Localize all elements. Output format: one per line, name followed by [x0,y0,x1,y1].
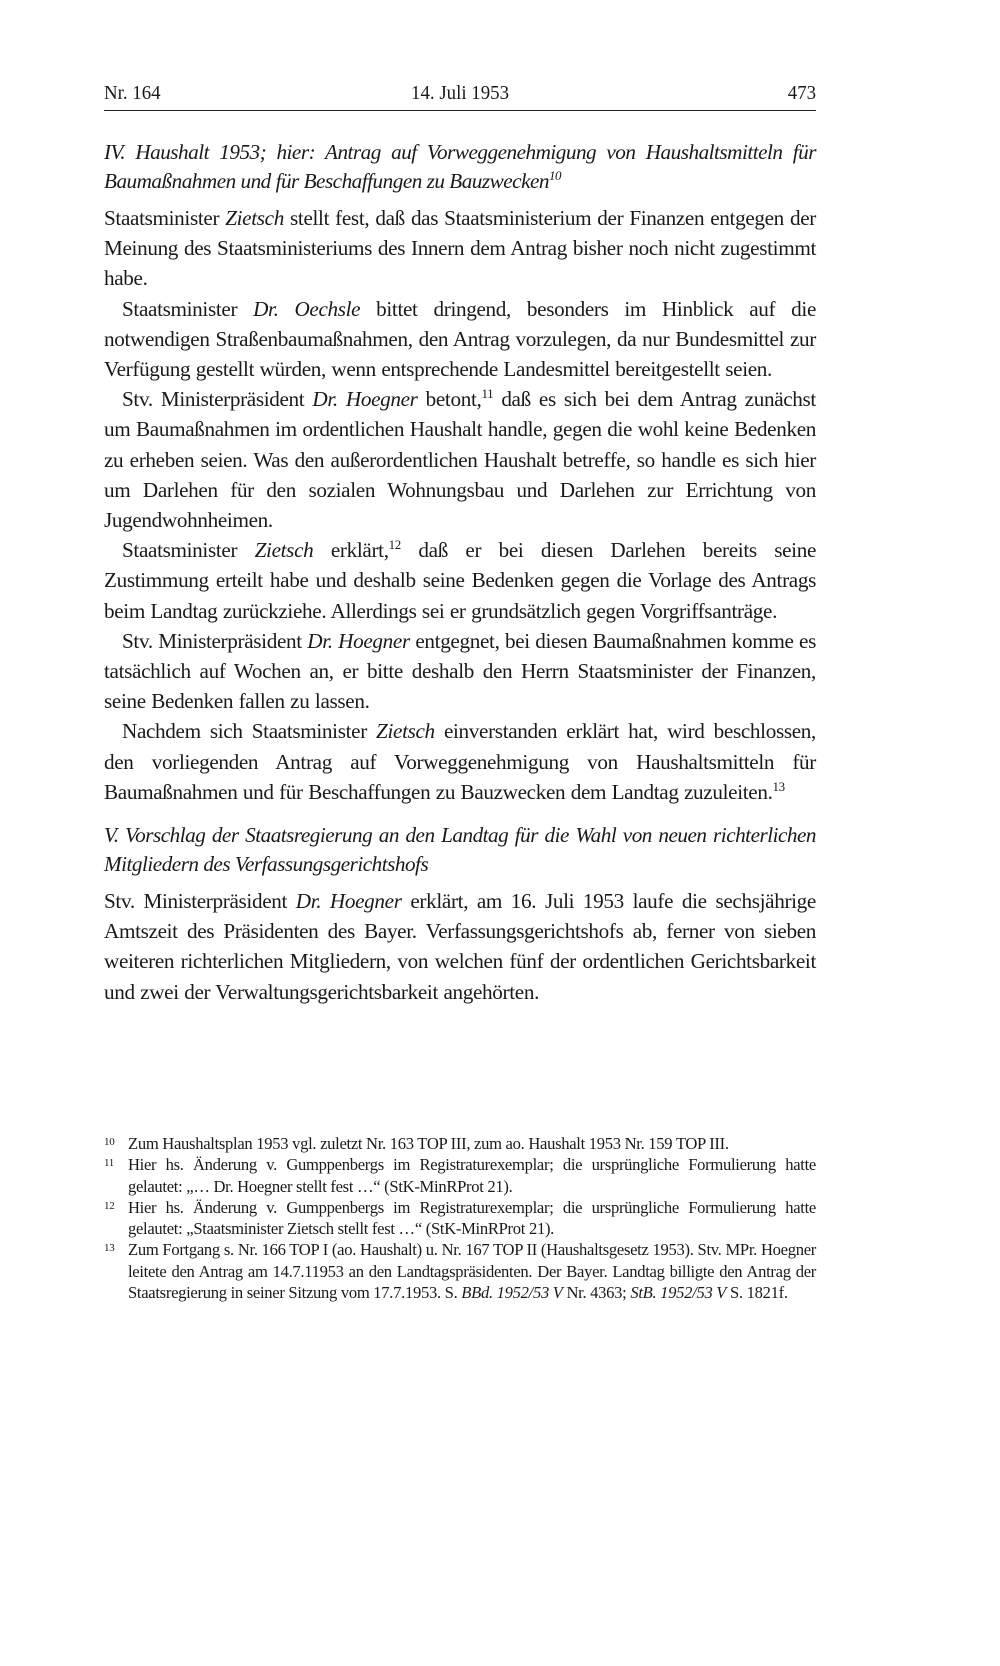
document-page [104,80,816,1007]
paragraph: Staatsminister Zietsch stellt fest, daß das Staatsministerium der Finanzen entgegen der Meinung des Staatsministeriums des Innern dem Antrag bisher noch nicht zugestimmt habe. [104,206,816,291]
speaker-name: Zietsch [376,719,435,744]
speaker-name: Zietsch [225,206,284,230]
footnote [104,1197,816,1240]
page-number: 473 [787,82,817,104]
paragraph: Stv. Ministerpräsident Dr. Hoegner erklärt, am 16. Juli 1953 laufe die sechsjährige Amtszeit des Präsidenten des Bayer. Verfassungsgerichtshofs ab, ferner von sieben weiteren richterlichen Mitgliedern, von welchen fünf der ordentlichen Gerichtsbarkeit und zwei der Verwaltungsgerichtsbarkeit angehörten. [104,889,816,1004]
running-head [104,80,816,111]
session-date: 14. Juli 1953 [411,82,510,104]
speaker-name: Zietsch [254,538,314,563]
citation-italic: StB. 1952/53 V [630,1283,727,1303]
speaker-name: Dr. Hoegner [295,889,402,914]
footnote-number: 11 [104,1157,114,1170]
speaker-name: Dr. Hoegner [312,387,418,412]
paragraph: Stv. Ministerpräsident Dr. Hoegner betont,$^{11}$ daß es sich bei dem Antrag zunächst um Baumaßnahmen im ordentlichen Haushalt handle, gegen die wohl keine Bedenken zu erheben seien. Was den außerordentlichen Haushalt betreffe, so handle es sich hier um Darlehen für den sozialen Wohnungsbau und Darlehen zur Errichtung von Jugendwohnheimen. [104,386,816,533]
footnote-text: Zum Fortgang s. Nr. 166 TOP I (ao. Haushalt) u. Nr. 167 TOP II (Haushaltsgesetz 1953). Stv. MPr. Hoegner leitete den Antrag am 14.7.11953 an den Landtagspräsidenten. Der Bayer. Landtag billigte den Antrag der Staatsregierung in seiner Sitzung vom 17.7.1953. S. BBd. 1952/53 V Nr. 4363; StB. 1952/53 V S. 1821f. [128,1240,816,1303]
footnote [104,1154,816,1197]
footnote [104,1239,816,1303]
section-v-body [104,886,816,1007]
section-heading-v: V. Vorschlag der Staatsregierung an den Landtag für die Wahl von neuen richterlichen Mitgliedern des Verfassungsgerichtshofs [104,823,816,877]
footnote-ref[interactable]: 11 [481,386,494,402]
footnotes [104,1133,816,1303]
paragraph: Nachdem sich Staatsminister Zietsch einverstanden erklärt hat, wird beschlossen, den vorliegenden Antrag auf Vorweggenehmigung von Haushaltsmitteln für Baumaßnahmen und für Beschaffungen zu Bauzwecken dem Landtag zuzuleiten.$^{13}$ [104,719,816,804]
speaker-name: Dr. Hoegner [307,628,410,653]
footnote-ref[interactable]: 12 [388,537,401,553]
footnote-text: Zum Haushaltsplan 1953 vgl. zuletzt Nr. 163 TOP III, zum ao. Haushalt 1953 Nr. 159 TOP III. [128,1134,729,1153]
speaker-name: Dr. Oechsle [253,296,361,321]
footnote-ref[interactable]: 10 [548,168,561,183]
footnote-ref[interactable]: 13 [772,778,785,794]
paragraph: Stv. Ministerpräsident Dr. Hoegner entgegnet, bei diesen Baumaßnahmen komme es tatsächlich auf Wochen an, er bitte deshalb den Herrn Staatsminister der Finanzen, seine Bedenken fallen zu lassen. [104,628,816,714]
paragraph: Staatsminister Dr. Oechsle bittet dringend, besonders im Hinblick auf die notwendigen Straßenbaumaßnahmen, den Antrag vorzulegen, da nur Bundesmittel zur Verfügung gestellt würden, wenn entsprechende Landesmittel bereitgestellt seien. [104,296,816,382]
citation-italic: BBd. 1952/53 V [461,1283,563,1303]
footnote-number: 13 [104,1242,115,1255]
footnote-number: 12 [104,1199,115,1212]
section-iv-body [104,203,816,807]
footnote [104,1133,816,1154]
section-heading-iv: IV. Haushalt 1953; hier: Antrag auf Vorweggenehmigung von Haushaltsmitteln für Baumaßnahmen und für Beschaffungen zu Bauzwecken$^{10}$ [104,140,816,193]
footnote-text: Hier hs. Änderung v. Gumppenbergs im Registraturexemplar; die ursprüngliche Formulierung hatte gelautet: „… Dr. Hoegner stellt fest …“ (StK-MinRProt 21). [128,1155,816,1196]
footnote-text: Hier hs. Änderung v. Gumppenbergs im Registraturexemplar; die ursprüngliche Formulierung hatte gelautet: „Staatsminister Zietsch stellt fest …“ (StK-MinRProt 21). [128,1197,816,1239]
paragraph: Staatsminister Zietsch erklärt,$^{12}$ daß er bei diesen Darlehen bereits seine Zustimmung erteilt habe und deshalb seine Bedenken gegen die Vorlage des Antrags beim Landtag zurückziehe. Allerdings sei er grundsätzlich gegen Vorgriffsanträge. [104,537,816,623]
document-number: Nr. 164 [104,82,161,104]
footnote-number: 10 [104,1136,115,1148]
